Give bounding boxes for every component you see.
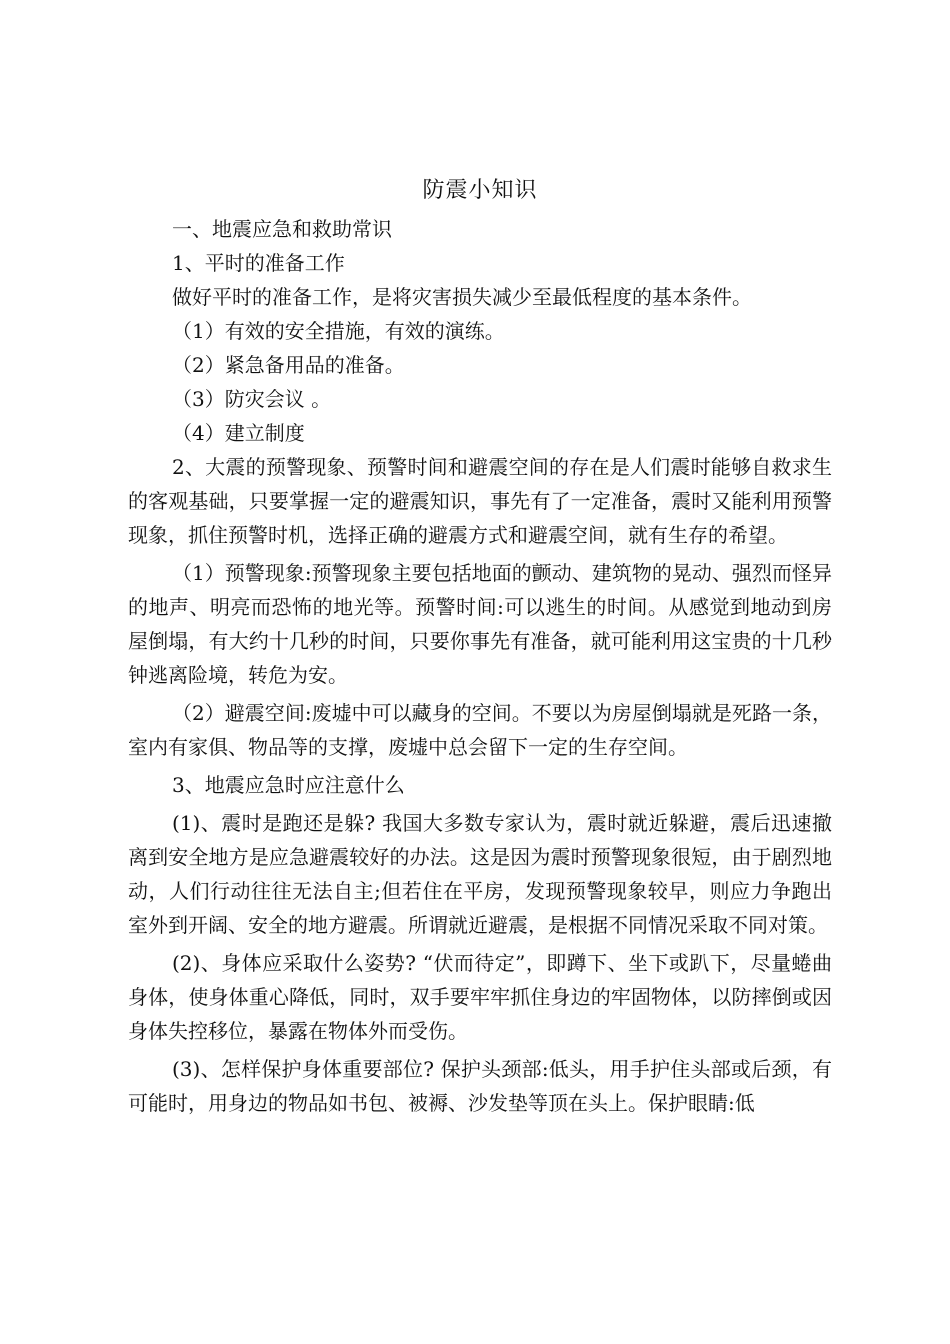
- list-item: （1）有效的安全措施，有效的演练。: [172, 319, 505, 343]
- list-item: （4）建立制度: [172, 421, 305, 445]
- paragraph: 2、大震的预警现象、预警时间和避震空间的存在是人们震时能够自救求生的客观基础，只要掌握一定的避震知识，事先有了一定准备，震时又能利用预警现象，抓住预警时机，选择正确的避震方式和避震空间，就有生存的希望。: [128, 455, 832, 547]
- document-body: [128, 172, 832, 1120]
- subsection-heading: 1、平时的准备工作: [172, 251, 345, 275]
- paragraph: （1）预警现象:预警现象主要包括地面的颤动、建筑物的晃动、强烈而怪异的地声、明亮而恐怖的地光等。预警时间:可以逃生的时间。从感觉到地动到房屋倒塌，有大约十几秒的时间，只要你事先有准备，就可能利用这宝贵的十几秒钟逃离险境，转危为安。: [128, 561, 832, 687]
- document-title: 防震小知识: [422, 178, 538, 203]
- paragraph: (3)、怎样保护身体重要部位? 保护头颈部:低头，用手护住头部或后颈，有可能时，用身边的物品如书包、被褥、沙发垫等顶在头上。保护眼睛:低: [128, 1057, 832, 1115]
- list-item: （2）紧急备用品的准备。: [172, 353, 405, 377]
- paragraph: 做好平时的准备工作，是将灾害损失减少至最低程度的基本条件。: [172, 285, 752, 309]
- list-item: （3）防灾会议 。: [172, 387, 332, 411]
- paragraph: （2）避震空间:废墟中可以藏身的空间。不要以为房屋倒塌就是死路一条，室内有家俱、物品等的支撑，废墟中总会留下一定的生存空间。: [128, 701, 832, 759]
- section-heading: 一、地震应急和救助常识: [172, 217, 392, 241]
- paragraph: (1)、震时是跑还是躲? 我国大多数专家认为，震时就近躲避，震后迅速撤离到安全地方是应急避震较好的办法。这是因为震时预警现象很短，由于剧烈地动，人们行动往往无法自主;但若住在平房，发现预警现象较早，则应力争跑出室外到开阔、安全的地方避震。所谓就近避震，是根据不同情况采取不同对策。: [128, 811, 832, 937]
- subsection-heading: 3、地震应急时应注意什么: [172, 773, 405, 797]
- paragraph: (2)、身体应采取什么姿势? “伏而待定”，即蹲下、坐下或趴下，尽量蜷曲身体，使身体重心降低，同时，双手要牢牢抓住身边的牢固物体，以防摔倒或因身体失控移位，暴露在物体外而受伤。: [128, 951, 832, 1043]
